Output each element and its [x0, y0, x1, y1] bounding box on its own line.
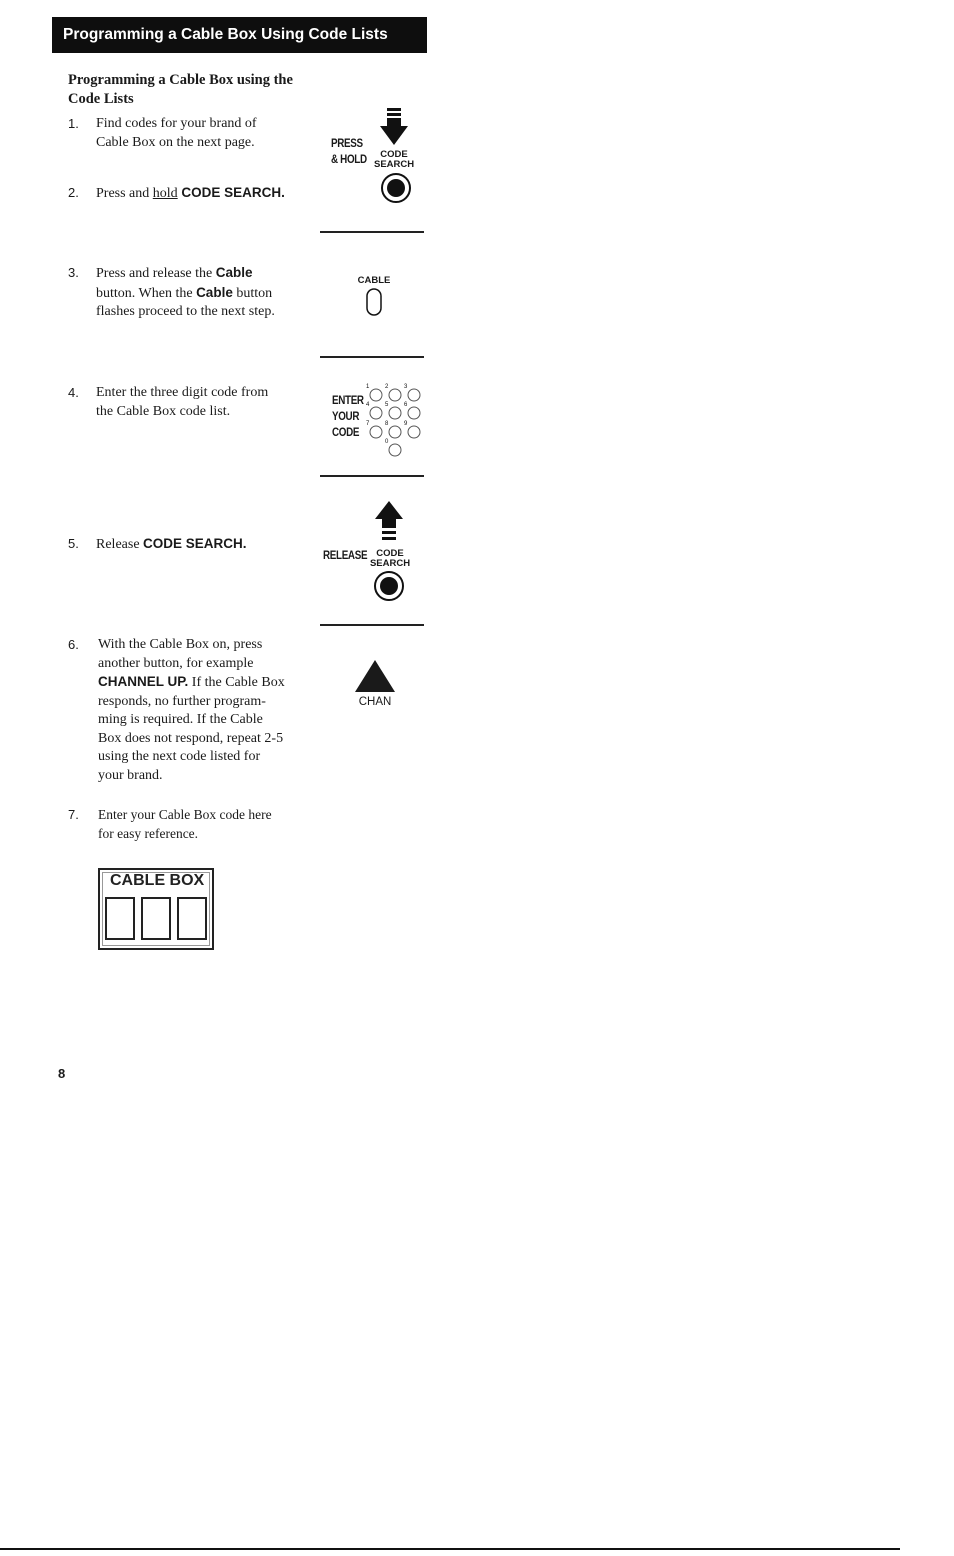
- release-label: RELEASE: [323, 548, 368, 562]
- page-bottom-rule: [0, 1548, 900, 1550]
- svg-text:9: 9: [404, 421, 408, 427]
- step-3: [68, 264, 318, 324]
- svg-text:7: 7: [366, 421, 370, 427]
- code-search-button-icon: [380, 172, 412, 204]
- enter-your-code-label: ENTER YOUR CODE: [332, 393, 364, 439]
- svg-text:0: 0: [385, 439, 389, 445]
- code-digit-box: [177, 897, 207, 940]
- step-text: flashes proceed to the next step.: [96, 304, 275, 319]
- svg-text:2: 2: [385, 384, 389, 390]
- cable-box-label: CABLE BOX: [110, 872, 205, 889]
- channel-up-triangle-icon: [353, 658, 397, 694]
- step-text: If the Cable Box: [188, 675, 285, 690]
- cable-box-code-card: [98, 868, 214, 950]
- svg-text:3: 3: [404, 384, 408, 390]
- svg-text:4: 4: [366, 402, 370, 408]
- step-6: [68, 636, 318, 786]
- divider: [320, 356, 424, 358]
- cable-label: CABLE: [357, 275, 391, 286]
- divider: [320, 231, 424, 233]
- step-text-bold: CODE SEARCH.: [143, 536, 247, 551]
- step-5: [68, 535, 318, 555]
- step-text-bold: Cable: [215, 265, 253, 280]
- step-text: using the next code listed for: [98, 749, 261, 764]
- step-text-bold: Cable: [196, 284, 233, 300]
- step-number: 5.: [68, 536, 79, 551]
- svg-text:8: 8: [385, 421, 389, 427]
- code-digit-box: [105, 897, 135, 940]
- press-hold-code-search-illustration: [320, 105, 430, 210]
- step-text: for easy reference.: [98, 825, 199, 841]
- svg-text:6: 6: [404, 402, 408, 408]
- step-text: your brand.: [98, 767, 163, 783]
- step-text: Enter your Cable Box code here: [98, 807, 272, 822]
- step-number: 7.: [68, 807, 79, 822]
- step-text: the Cable Box code list.: [96, 403, 231, 419]
- step-text: With the Cable Box on, press: [98, 637, 263, 652]
- step-text: Release: [96, 537, 144, 552]
- step-text: button. When the: [96, 285, 197, 301]
- step-text-bold: CHANNEL UP.: [98, 674, 189, 689]
- subheading-line-2: Code Lists: [68, 91, 134, 107]
- step-7: [68, 806, 318, 846]
- code-digit-box: [141, 897, 171, 940]
- step-number: 1.: [68, 116, 79, 131]
- down-arrow-icon: [378, 105, 412, 147]
- step-text: Press and release the: [96, 266, 216, 281]
- code-search-button-icon: [373, 570, 405, 602]
- step-number: 6.: [68, 637, 79, 652]
- chan-label: CHAN: [358, 696, 392, 708]
- divider: [320, 624, 424, 626]
- step-number: 3.: [68, 265, 79, 280]
- svg-text:5: 5: [385, 402, 389, 408]
- cable-button-icon: [364, 287, 384, 317]
- step-number: 4.: [68, 385, 79, 400]
- step-2: [68, 184, 318, 204]
- section-header: Programming a Cable Box Using Code Lists: [52, 17, 427, 53]
- press-hold-label: PRESS & HOLD: [331, 136, 367, 166]
- step-text: button: [232, 285, 273, 301]
- step-text: Find codes for your brand of: [96, 116, 257, 131]
- subheading-line-1: Programming a Cable Box using the: [68, 72, 293, 88]
- subheading: [68, 71, 318, 109]
- step-number: 2.: [68, 185, 79, 200]
- step-text: Box does not respond, repeat 2-5: [98, 730, 284, 746]
- divider: [320, 475, 424, 477]
- keypad-icon: [364, 383, 428, 459]
- step-text: Cable Box on the next page.: [96, 134, 255, 150]
- code-search-label: CODE SEARCH: [374, 149, 415, 170]
- step-1: [68, 115, 318, 155]
- step-text-bold: CODE SEARCH.: [177, 185, 285, 200]
- step-text: Press and: [96, 186, 153, 201]
- step-4: [68, 384, 318, 424]
- svg-text:1: 1: [366, 384, 370, 390]
- number-keypad: [364, 383, 428, 459]
- step-text: ming is required. If the Cable: [98, 712, 263, 727]
- page-number: 8: [58, 1066, 66, 1081]
- step-text: another button, for example: [98, 655, 254, 671]
- step-text: Enter the three digit code from: [96, 385, 269, 400]
- up-arrow-icon: [372, 500, 406, 544]
- code-search-label: CODE SEARCH: [369, 548, 411, 569]
- step-text: responds, no further program-: [98, 693, 266, 709]
- step-text-underlined: hold: [152, 186, 178, 201]
